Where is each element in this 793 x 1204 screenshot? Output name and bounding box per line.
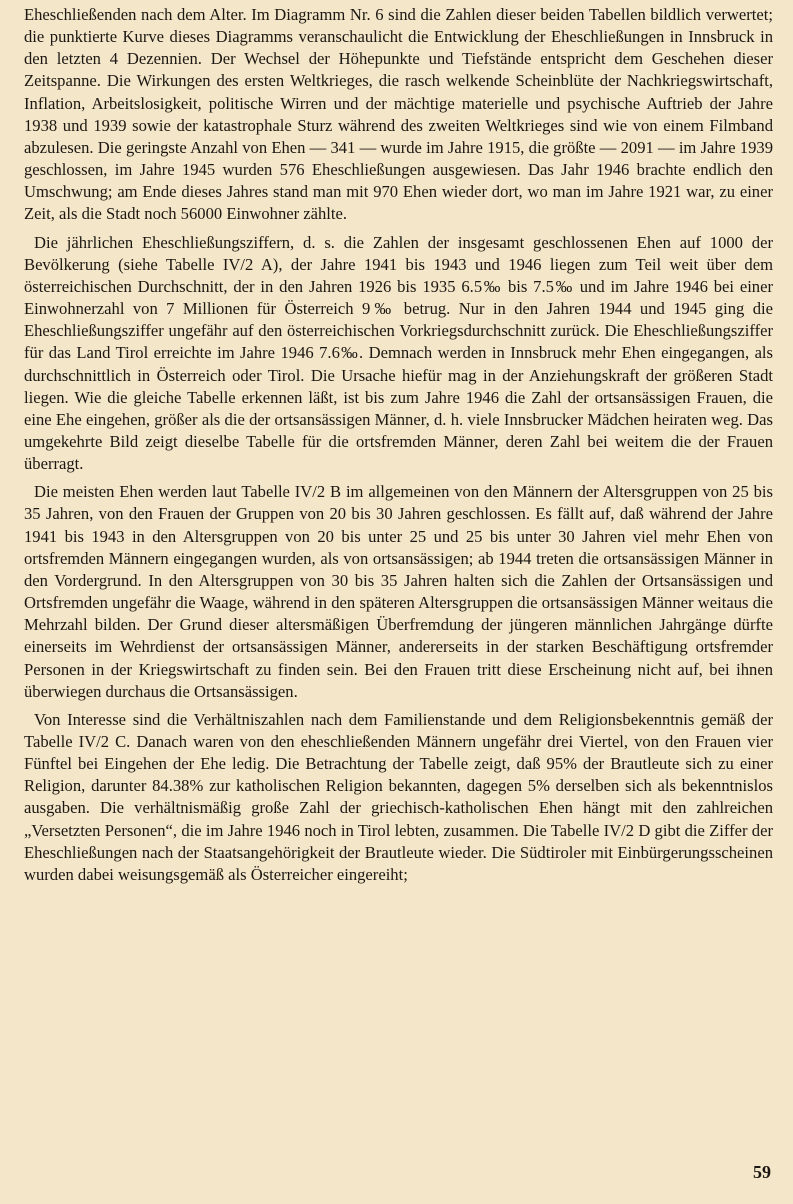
paragraph-1: Eheschließenden nach dem Alter. Im Diagramm Nr. 6 sind die Zahlen dieser beiden Tabellen bildlich verwertet; die punktierte Kurve dieses Diagramms veranschaulicht die Entwicklung der Eheschließungen in Innsbruck in den letzten 4 Dezennien. Der Wechsel der Höhepunkte und Tiefstände entspricht dem Geschehen dieser Zeitspanne. Die Wirkungen des ersten Weltkrieges, die rasch welkende Scheinblüte der Nachkriegswirtschaft, Inflation, Arbeitslosigkeit, politische Wirren und der mächtige materielle und psychische Auftrieb der Jahre 1938 und 1939 sowie der katastrophale Sturz während des zweiten Weltkrieges sind wie von einem Filmband abzulesen. Die geringste Anzahl von Ehen — 341 — wurde im Jahre 1915, die größte — 2091 — im Jahre 1939 geschlossen, im Jahre 1945 wurden 576 Eheschließungen ausgewiesen. Das Jahr 1946 brachte endlich den Umschwung; am Ende dieses Jahres stand man mit 970 Ehen wieder dort, wo man im Jahre 1921 war, zu einer Zeit, als die Stadt noch 56000 Einwohner zählte. [24, 5, 773, 224]
paragraph-2: Die jährlichen Eheschließungsziffern, d. s. die Zahlen der insgesamt geschlossenen Ehen auf 1000 der Bevölkerung (siehe Tabelle IV/2 A), der Jahre 1941 bis 1943 und 1946 liegen zum Teil weit über dem österreichischen Durchschnitt, der in den Jahren 1926 bis 1935 6.5‰ bis 7.5‰ und im Jahre 1946 bei einer Einwohnerzahl von 7 Millionen für Österreich 9‰ betrug. Nur in den Jahren 1944 und 1945 ging die Eheschließungsziffer ungefähr auf den österreichischen Vorkriegsdurchschnitt zurück. Die Eheschließungsziffer für das Land Tirol erreichte im Jahre 1946 7.6‰. Demnach werden in Innsbruck mehr Ehen eingegangen, als durchschnittlich in Österreich oder Tirol. Die Ursache hiefür mag in der Anziehungskraft der größeren Stadt liegen. Wie die gleiche Tabelle erkennen läßt, ist bis zum Jahre 1946 die Zahl der ortsansässigen Frauen, die eine Ehe eingehen, größer als die der ortsansässigen Männer, d. h. viele Innsbrucker Mädchen heiraten weg. Das umgekehrte Bild zeigt dieselbe Tabelle für die ortsfremden Männer, deren Zahl bei weitem die der Frauen überragt. [24, 232, 773, 474]
paragraph-3: Die meisten Ehen werden laut Tabelle IV/2 B im allgemeinen von den Männern der Altersgruppen von 25 bis 35 Jahren, von den Frauen der Gruppen von 20 bis 30 Jahren geschlossen. Es fällt auf, daß während der Jahre 1941 bis 1943 in den Altersgruppen von 20 bis unter 25 und 25 bis unter 30 Jahren viel mehr Ehen von ortsfremden Männern eingegangen wurden, als von ortsansässigen; ab 1944 treten die ortsansässigen Männer in den Vordergrund. In den Altersgruppen von 30 bis 35 Jahren halten sich die Zahlen der Ortsansässigen und Ortsfremden ungefähr die Waage, während in den späteren Altersgruppen die ortsansässigen Männer weitaus die Mehrzahl bilden. Der Grund dieser altersmäßigen Überfremdung der jüngeren männlichen Jahrgänge dürfte einerseits im Wehrdienst der ortsansässigen Männer, andererseits in der starken Beschäftigung ortsfremder Personen in der Kriegswirtschaft zu finden sein. Bei den Frauen tritt diese Erscheinung nicht auf, bei ihnen überwiegen durchaus die Ortsansässigen. [24, 482, 773, 701]
page-number: 59 [753, 1162, 771, 1182]
paragraph-4: Von Interesse sind die Verhältniszahlen nach dem Familienstande und dem Religionsbekenntnis gemäß der Tabelle IV/2 C. Danach waren von den eheschließenden Männern ungefähr drei Viertel, von den Frauen vier Fünftel bei Eingehen der Ehe ledig. Die Betrachtung der Tabelle zeigt, daß 95% der Brautleute sich zu einer Religion, darunter 84.38% zur katholischen Religion bekannten, dagegen 5% derselben sich als bekenntnislos ausgaben. Die verhältnismäßig große Zahl der griechisch-katholischen Ehen hängt mit den zahlreichen „Versetzten Personen“, die im Jahre 1946 noch in Tirol lebten, zusammen. Die Tabelle IV/2 D gibt die Ziffer der Eheschließungen nach der Staatsangehörigkeit der Brautleute wieder. Die Südtiroler mit Einbürgerungsscheinen wurden dabei weisungsgemäß als Österreicher eingereiht; [24, 709, 773, 884]
